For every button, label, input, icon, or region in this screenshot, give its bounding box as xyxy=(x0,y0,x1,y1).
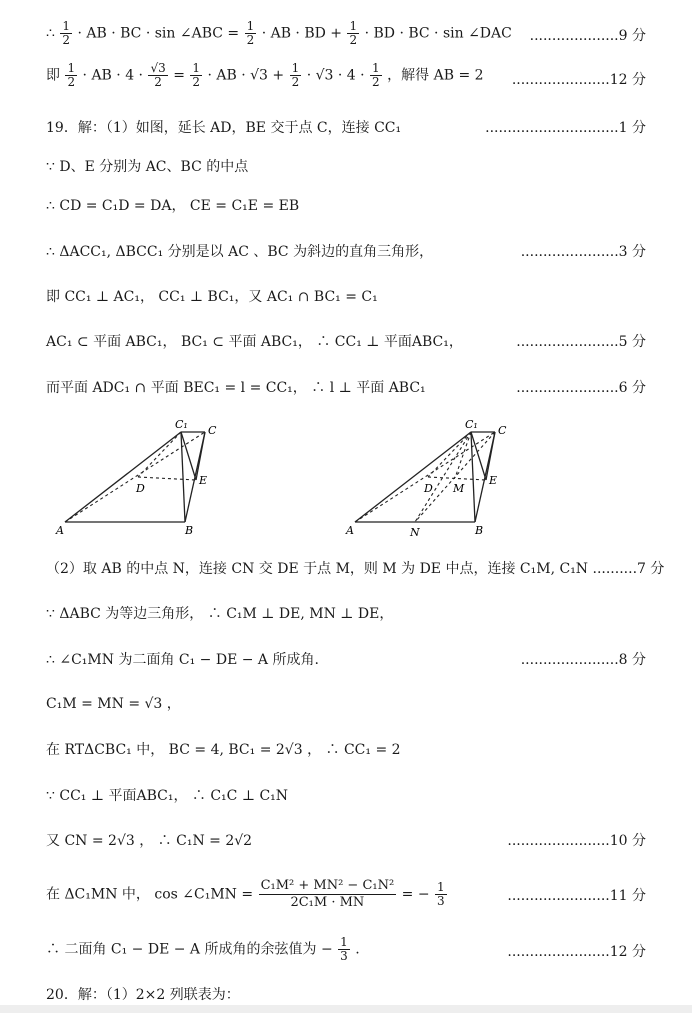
label-A: A xyxy=(346,524,354,537)
geometry-figure-1 xyxy=(50,412,240,542)
label-D: D xyxy=(136,482,145,495)
numerator: 1 xyxy=(340,935,348,949)
equation-text: ∴ 二面角 C₁ − DE − A 所成角的余弦值为 − xyxy=(46,941,333,958)
numerator: 1 xyxy=(62,19,71,33)
equation-text: ，解得 AB = 2 xyxy=(387,67,484,84)
score-marker: ......................12 分 xyxy=(511,72,646,88)
line-text: 又 CN = 2√3 ， ∴ C₁N = 2√2 xyxy=(46,833,253,849)
equation-text: 即 xyxy=(46,67,60,84)
equation-text: · AB · √3 + xyxy=(207,67,285,84)
edge-DE-dashed xyxy=(428,477,486,480)
numerator: 1 xyxy=(291,61,300,75)
numerator: 1 xyxy=(192,61,201,75)
figure-right xyxy=(340,412,530,542)
line-text: ∴ ∠C₁MN 为二面角 C₁ − DE − A 所成角. xyxy=(46,652,319,668)
denominator: 3 xyxy=(437,894,445,908)
edge-C1D-dashed xyxy=(428,432,471,477)
label-N: N xyxy=(410,526,420,539)
fraction xyxy=(338,936,350,963)
line-text: （2）取 AB 的中点 N，连接 CN 交 DE 于点 M，则 M 为 DE 中点，连接 C₁M, C₁N ..........7 分 xyxy=(46,561,665,577)
fraction xyxy=(370,62,382,89)
score-marker: .......................6 分 xyxy=(516,380,646,396)
equation-text: . xyxy=(355,941,360,958)
numerator: 1 xyxy=(349,19,358,33)
equation-text: · AB · BC · sin ∠ABC = xyxy=(77,25,240,42)
score-marker: .......................12 分 xyxy=(507,944,646,960)
denominator: 2 xyxy=(62,33,71,47)
denominator: 2 xyxy=(154,75,162,89)
line-text: 而平面 ADC₁ ∩ 平面 BEC₁ = l = CC₁， ∴ l ⊥ 平面 ABC₁ xyxy=(46,380,426,396)
numerator: 1 xyxy=(246,19,255,33)
denominator: 2 xyxy=(291,75,300,89)
label-M: M xyxy=(453,482,465,495)
denominator: 2 xyxy=(349,33,358,47)
equation-text: 在 ΔC₁MN 中， cos ∠C₁MN = xyxy=(46,886,254,903)
equation-text: · AB · BD + xyxy=(261,25,343,42)
denominator: 2 xyxy=(192,75,201,89)
edge-AC1 xyxy=(355,432,471,522)
equation-text: · AB · 4 · xyxy=(82,67,144,84)
edge-CE xyxy=(196,432,205,480)
equation-text: · BD · BC · sin ∠DAC xyxy=(364,25,512,42)
numerator: C₁M² + MN² − C₁N² xyxy=(260,878,395,893)
line-text: 20．解：（1）2×2 列联表为： xyxy=(46,987,240,1003)
numerator: 1 xyxy=(67,61,76,75)
score-marker: .......................5 分 xyxy=(516,334,646,350)
denominator: 3 xyxy=(340,949,348,963)
score-marker: ....................9 分 xyxy=(529,28,646,44)
line-text: 在 RTΔCBC₁ 中， BC = 4, BC₁ = 2√3 ， ∴ CC₁ = 2 xyxy=(46,742,401,758)
edge-CN-dashed xyxy=(415,432,498,522)
edge-C1D-dashed xyxy=(138,432,181,477)
label-B: B xyxy=(475,524,484,537)
label-C: C xyxy=(208,424,217,437)
numerator: 1 xyxy=(372,61,380,75)
figure-left xyxy=(50,412,240,542)
denominator: 2C₁M · MN xyxy=(290,895,365,910)
geometry-figure-2 xyxy=(340,412,530,542)
line-text: AC₁ ⊂ 平面 ABC₁， BC₁ ⊂ 平面 ABC₁， ∴ CC₁ ⊥ 平面ABC₁， xyxy=(46,334,463,350)
denominator: 2 xyxy=(67,75,76,89)
label-E: E xyxy=(489,474,498,487)
line-text: ∵ CC₁ ⊥ 平面ABC₁， ∴ C₁C ⊥ C₁N xyxy=(46,788,289,804)
fraction xyxy=(347,20,359,47)
score-marker: ..............................1 分 xyxy=(485,120,646,136)
label-D: D xyxy=(424,482,433,495)
label-A: A xyxy=(56,524,64,537)
line-text: ∴ CD = C₁D = DA， CE = C₁E = EB xyxy=(46,198,300,214)
line-text: ∵ D、E 分别为 AC、BC 的中点 xyxy=(46,159,249,175)
equation-text: · √3 · 4 · xyxy=(306,67,365,84)
score-marker: ......................3 分 xyxy=(520,244,646,260)
denominator: 2 xyxy=(372,75,380,89)
score-marker: ......................8 分 xyxy=(520,652,646,668)
therefore-symbol: ∴ xyxy=(46,25,55,42)
line-text: 19．解：（1）如图，延长 AD，BE 交于点 C，连接 CC₁ xyxy=(46,120,402,136)
edge-C1N-dashed xyxy=(415,432,471,522)
numerator: √3 xyxy=(150,61,166,75)
fraction xyxy=(435,881,447,908)
line-text: ∴ ΔACC₁, ΔBCC₁ 分别是以 AC 、BC 为斜边的直角三角形， xyxy=(46,244,434,260)
edge-DE-dashed xyxy=(138,477,196,480)
fraction xyxy=(290,62,302,89)
score-marker: .......................10 分 xyxy=(507,833,646,849)
edge-AC1 xyxy=(65,432,181,522)
equation-text: = xyxy=(173,67,185,84)
numerator: 1 xyxy=(437,880,445,894)
label-C1: C₁ xyxy=(465,418,478,431)
line-text: 即 CC₁ ⊥ AC₁， CC₁ ⊥ BC₁，又 AC₁ ∩ BC₁ = C₁ xyxy=(46,289,378,305)
fraction xyxy=(245,20,257,47)
equation-text: = − xyxy=(401,886,430,903)
fraction xyxy=(60,20,72,47)
label-B: B xyxy=(185,524,194,537)
score-marker: .......................11 分 xyxy=(507,888,646,904)
fraction xyxy=(259,878,397,911)
label-C: C xyxy=(498,424,507,437)
line-text: C₁M = MN = √3 ， xyxy=(46,696,181,712)
page-bottom-bar xyxy=(0,1005,692,1013)
fraction xyxy=(65,62,77,89)
fraction xyxy=(190,62,202,89)
denominator: 2 xyxy=(246,33,255,47)
label-C1: C₁ xyxy=(175,418,188,431)
label-E: E xyxy=(199,474,208,487)
line-text: ∵ ΔABC 为等边三角形， ∴ C₁M ⊥ DE, MN ⊥ DE， xyxy=(46,606,394,622)
edge-CE xyxy=(486,432,495,480)
fraction xyxy=(148,62,167,89)
